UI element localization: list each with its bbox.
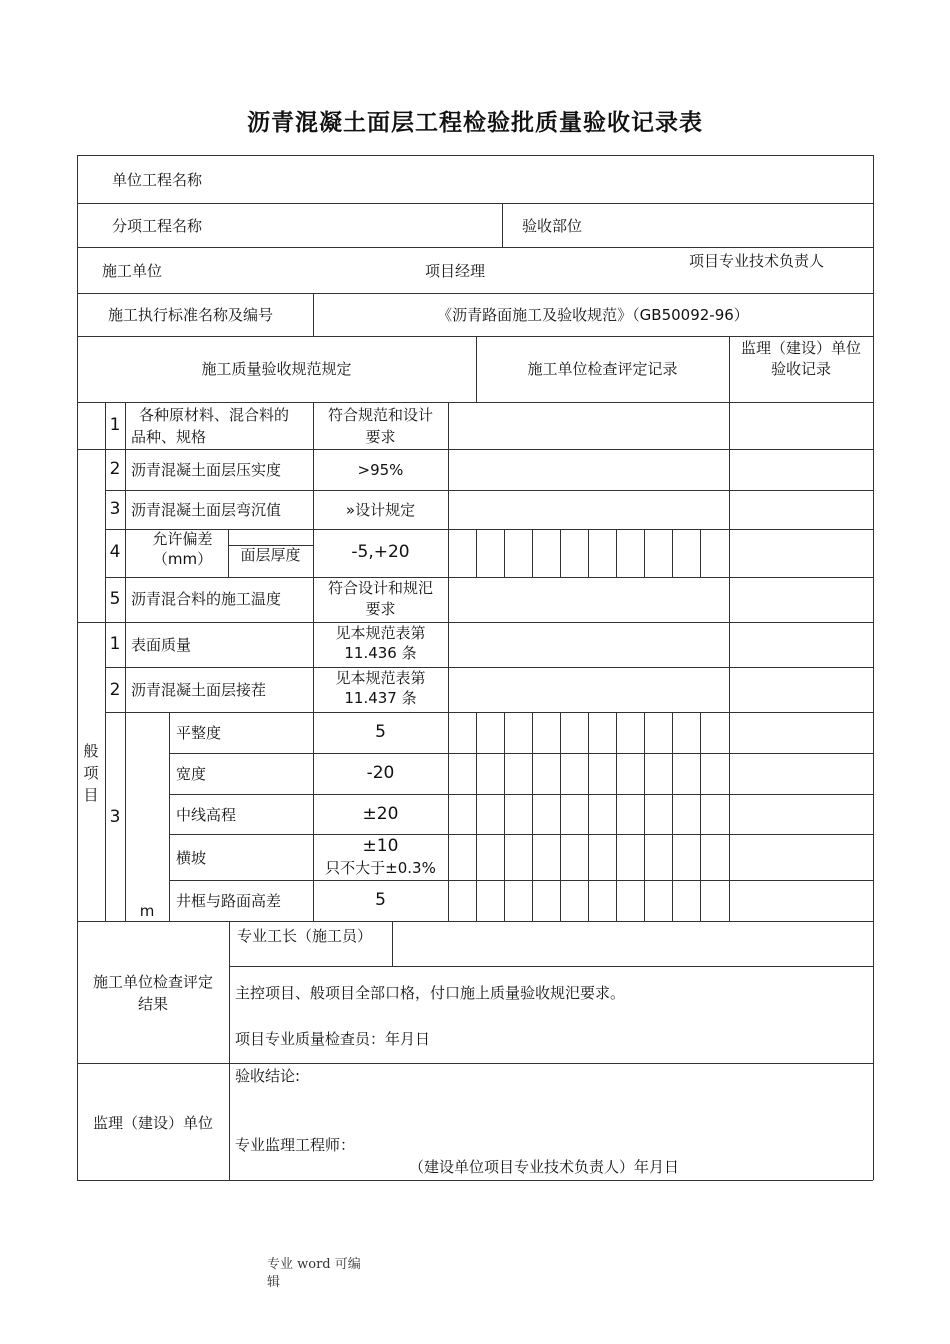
main-item-1-req-line1: 符合规范和设计	[327, 406, 433, 424]
main-item-4-sub: 面层厚度	[240, 546, 301, 564]
item3-row-2-value: -20	[366, 763, 395, 783]
main-item-4-req: -5,+20	[351, 542, 410, 562]
table-line	[392, 921, 393, 966]
table-line	[77, 336, 873, 337]
table-line	[77, 921, 873, 922]
item3-row-4-name: 横坡	[176, 849, 207, 867]
grid-line	[700, 712, 701, 921]
item3-row-1-value: 5	[375, 722, 386, 742]
acceptance-conclusion-label: 验收结论:	[235, 1067, 301, 1085]
main-item-3-req: »设计规定	[345, 501, 416, 519]
general-label-1: 般	[83, 742, 99, 760]
main-item-2-req: >95%	[357, 461, 404, 479]
grid-line	[476, 712, 477, 921]
table-line	[448, 402, 449, 921]
grid-line	[504, 529, 505, 577]
item3-row-2-name: 宽度	[176, 765, 207, 783]
standard-label: 施工执行标准名称及编号	[108, 306, 274, 324]
construction-unit-label: 施工单位	[102, 262, 163, 280]
owner-sign-line: （建设单位项目专业技术负责人）年月日	[409, 1158, 680, 1176]
grid-line	[672, 529, 673, 577]
table-line	[77, 203, 873, 204]
general-item-1-number: 1	[109, 634, 121, 654]
table-line	[169, 794, 873, 795]
foreman-label: 专业工长（施工员）	[237, 927, 373, 945]
construction-eval-label-line1: 施工单位检查评定	[92, 973, 213, 991]
column-supervision-header-line2: 验收记录	[770, 360, 831, 378]
main-item-3-name: 沥青混凝土面层弯沉值	[131, 501, 282, 519]
item3-row-5-value: 5	[375, 890, 386, 910]
main-item-4-name-line1: 允许偏差	[152, 530, 213, 548]
table-line	[77, 247, 873, 248]
main-item-1-name-line2: 品种、规格	[131, 428, 207, 446]
table-line	[105, 577, 873, 578]
table-line	[105, 712, 873, 713]
table-line	[729, 336, 730, 921]
table-line	[169, 834, 873, 835]
grid-line	[588, 712, 589, 921]
main-item-4-name-line2: （mm）	[152, 550, 213, 568]
grid-line	[616, 529, 617, 577]
grid-line	[504, 712, 505, 921]
item3-row-3-value: ±20	[362, 804, 399, 824]
form-title: 沥青混凝土面层工程检验批质量验收记录表	[247, 110, 703, 136]
column-supervision-header-line1: 监理（建设）单位	[740, 339, 861, 357]
main-item-1-number: 1	[109, 415, 121, 435]
main-item-1-name-line1: 各种原材料、混合料的	[139, 406, 290, 424]
general-item-1-req-line2: 11.436 条	[344, 644, 417, 662]
main-item-5-req-line1: 符合设计和规汜	[327, 579, 433, 597]
project-manager-label: 项目经理	[425, 262, 486, 280]
table-line	[229, 921, 230, 1180]
supervising-engineer-label: 专业监理工程师：	[235, 1136, 356, 1154]
grid-line	[560, 712, 561, 921]
table-line	[169, 880, 873, 881]
table-line	[77, 449, 873, 450]
general-item-2-number: 2	[109, 680, 121, 700]
table-border-bottom	[77, 1180, 873, 1181]
table-border-right	[873, 155, 874, 1180]
footer-note	[267, 1256, 361, 1292]
standard-value: 《沥青路面施工及验收规范》（GB50092-96）	[437, 306, 749, 324]
main-item-3-number: 3	[109, 499, 121, 519]
footer-line-1: 专业 word 可编	[267, 1257, 361, 1272]
table-line	[169, 753, 873, 754]
main-item-2-name: 沥青混凝土面层压实度	[131, 461, 282, 479]
general-item-3-number: 3	[109, 807, 121, 827]
table-line	[169, 712, 170, 921]
grid-line	[588, 529, 589, 577]
main-item-5-name: 沥青混合料的施工温度	[131, 590, 282, 608]
acceptance-part-label: 验收部位	[522, 217, 583, 235]
table-line	[229, 966, 873, 967]
quality-inspector-line: 项目专业质量检查员：年月日	[235, 1030, 431, 1048]
table-line	[125, 712, 126, 921]
table-line	[105, 667, 873, 668]
grid-line	[532, 712, 533, 921]
sub-project-name-label: 分项工程名称	[112, 217, 203, 235]
table-line	[77, 402, 873, 403]
tech-lead-label: 项目专业技术负责人	[689, 252, 825, 270]
column-inspection-header: 施工单位检查评定记录	[527, 360, 678, 378]
grid-line	[644, 529, 645, 577]
grid-line	[616, 712, 617, 921]
table-line	[77, 1063, 873, 1064]
grid-line	[532, 529, 533, 577]
unit-project-name-label: 单位工程名称	[112, 171, 203, 189]
general-label-2: 项	[83, 764, 99, 782]
general-item-1-req-line1: 见本规范表第	[335, 624, 426, 642]
item3-row-3-name: 中线高程	[176, 806, 237, 824]
main-item-2-number: 2	[109, 459, 121, 479]
construction-conclusion: 主控项目、般项目全部口格，付口施上质量验收规汜要求。	[235, 984, 626, 1002]
grid-line	[560, 529, 561, 577]
general-item-3-unit: m	[139, 902, 155, 920]
table-line	[77, 293, 873, 294]
supervision-label: 监理（建设）单位	[92, 1114, 213, 1132]
general-label-3: 目	[83, 786, 99, 804]
main-item-5-number: 5	[109, 589, 121, 609]
general-item-2-req-line2: 11.437 条	[344, 689, 417, 707]
table-border-top	[77, 155, 873, 156]
grid-line	[672, 712, 673, 921]
grid-line	[644, 712, 645, 921]
grid-line	[700, 529, 701, 577]
item3-row-4-value-line1: ±10	[362, 836, 399, 856]
main-item-4-number: 4	[109, 542, 121, 562]
column-spec-header: 施工质量验收规范规定	[201, 360, 352, 378]
grid-line	[476, 529, 477, 577]
main-item-5-req-line2: 要求	[365, 600, 396, 618]
main-item-1-req-line2: 要求	[365, 428, 396, 446]
item3-row-5-name: 井框与路面高差	[176, 892, 282, 910]
table-line	[77, 622, 873, 623]
general-item-1-name: 表面质量	[131, 636, 192, 654]
table-line	[502, 203, 503, 247]
item3-row-4-value-line2: 只不大于±0.3%	[325, 859, 436, 877]
table-line	[105, 490, 873, 491]
table-border-left	[77, 155, 78, 1180]
general-item-2-req-line1: 见本规范表第	[335, 669, 426, 687]
footer-line-2: 辑	[267, 1275, 281, 1290]
construction-eval-label-line2: 结果	[137, 995, 168, 1013]
general-item-2-name: 沥青混凝土面层接茬	[131, 681, 267, 699]
item3-row-1-name: 平整度	[176, 724, 222, 742]
